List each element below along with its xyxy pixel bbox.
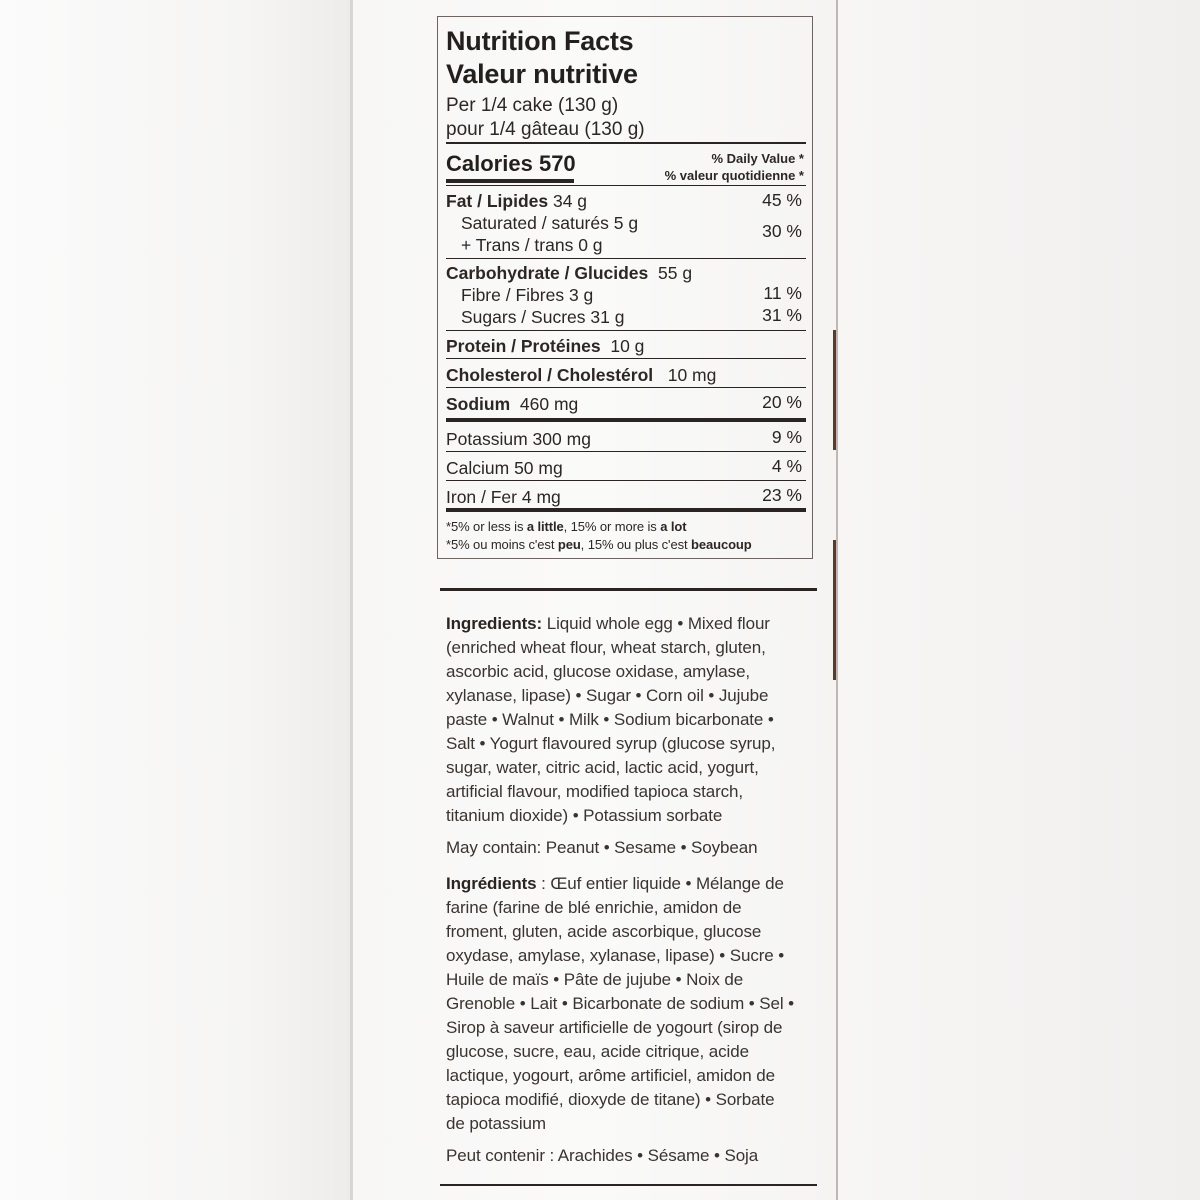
iron-row: Iron / Fer 4 mg bbox=[446, 487, 561, 507]
ingredients-en-line: Salt • Yogurt flavoured syrup (glucose syrup, bbox=[446, 734, 776, 753]
sodium-row bbox=[446, 394, 578, 415]
trans-row: + Trans / trans 0 g bbox=[461, 235, 603, 255]
carbohydrate-label: Carbohydrate / Glucides bbox=[446, 263, 649, 283]
protein-label: Protein / Protéines bbox=[446, 336, 601, 356]
calories-value: 570 bbox=[538, 151, 576, 176]
calories-row bbox=[446, 151, 576, 177]
ingredients-fr-line: froment, gluten, acide ascorbique, glucose bbox=[446, 922, 762, 941]
ingredients-fr-line: tapioca modifié, dioxyde de titane) • Sorbate bbox=[446, 1090, 775, 1109]
ingredients-en-line: (enriched wheat flour, wheat starch, gluten, bbox=[446, 638, 766, 657]
ingredients-fr-text: : Œuf entier liquide • Mélange de bbox=[536, 874, 784, 893]
divider bbox=[446, 480, 806, 481]
saturated-row: Saturated / saturés 5 g bbox=[461, 213, 639, 233]
ingredients-en-line: ascorbic acid, glucose oxidase, amylase, bbox=[446, 662, 751, 681]
carbohydrate-row bbox=[446, 263, 692, 284]
divider bbox=[446, 387, 806, 388]
ingredients-en bbox=[446, 612, 816, 860]
nutrition-title-en: Nutrition Facts bbox=[446, 26, 634, 56]
footnote-fr bbox=[446, 537, 752, 552]
protein-amount: 10 g bbox=[610, 336, 645, 356]
nutrition-facts-table bbox=[437, 16, 813, 559]
ingredients-fr-line: Sirop à saveur artificielle de yogourt (sirop de bbox=[446, 1018, 783, 1037]
ingredients-fr-line: lactique, yogourt, arôme artificiel, amidon de bbox=[446, 1066, 775, 1085]
nutrition-title-fr: Valeur nutritive bbox=[446, 59, 638, 89]
ingredients-fr-line: glucose, sucre, eau, acide citrique, acide bbox=[446, 1042, 749, 1061]
ingredients-en-line: sugar, water, citric acid, lactic acid, yogurt, bbox=[446, 758, 759, 777]
ingredients-en-line: artificial flavour, modified tapioca starch, bbox=[446, 782, 744, 801]
ingredients-en-line: titanium dioxide) • Potassium sorbate bbox=[446, 806, 723, 825]
thick-divider bbox=[446, 418, 806, 422]
divider bbox=[446, 142, 806, 144]
divider bbox=[446, 185, 806, 186]
ingredients-en-line: xylanase, lipase) • Sugar • Corn oil • Jujube bbox=[446, 686, 769, 705]
section-divider bbox=[440, 588, 817, 591]
calcium-row: Calcium 50 mg bbox=[446, 458, 563, 478]
cholesterol-label: Cholesterol / Cholestérol bbox=[446, 365, 654, 385]
iron-dv: 23 % bbox=[762, 485, 802, 505]
fibre-dv: 11 % bbox=[763, 283, 802, 303]
fat-amount: 34 g bbox=[552, 191, 588, 211]
divider bbox=[446, 358, 806, 359]
ingredients-en-line bbox=[446, 612, 816, 636]
fibre-row: Fibre / Fibres 3 g bbox=[461, 285, 594, 305]
sodium-label: Sodium bbox=[446, 394, 511, 414]
potassium-row: Potassium 300 mg bbox=[446, 429, 591, 449]
sugars-row: Sugars / Sucres 31 g bbox=[461, 307, 625, 327]
footnote-fr-peu: peu bbox=[557, 537, 581, 552]
ingredients-en-heading: Ingredients: bbox=[446, 614, 543, 633]
sodium-dv: 20 % bbox=[762, 392, 802, 412]
ingredients-fr-line: Huile de maïs • Pâte de jujube • Noix de bbox=[446, 970, 744, 989]
footnote-fr-text: , 15% ou plus c'est bbox=[580, 537, 691, 552]
protein-row bbox=[446, 336, 644, 357]
package-left-face bbox=[0, 0, 350, 1200]
footnote-en bbox=[446, 519, 686, 534]
footnote-en-little: a little bbox=[526, 519, 564, 534]
divider bbox=[446, 258, 806, 259]
footnote-en-text: , 15% or more is bbox=[563, 519, 661, 534]
package-right-face bbox=[838, 0, 1200, 1200]
footnote-fr-text: *5% ou moins c'est bbox=[446, 537, 558, 552]
serving-size-en: Per 1/4 cake (130 g) bbox=[446, 95, 619, 116]
potassium-dv: 9 % bbox=[771, 427, 802, 447]
footnote-fr-beaucoup: beaucoup bbox=[691, 537, 752, 552]
thick-divider bbox=[446, 508, 806, 512]
sat-trans-dv: 30 % bbox=[762, 221, 802, 241]
ingredients-fr-line bbox=[446, 872, 816, 896]
ingredients-fr-heading: Ingrédients bbox=[446, 874, 537, 893]
ingredients-fr-line: Grenoble • Lait • Bicarbonate de sodium • Sel • bbox=[446, 994, 794, 1013]
serving-size-fr: pour 1/4 gâteau (130 g) bbox=[446, 119, 645, 140]
ingredients-fr bbox=[446, 872, 816, 1168]
sugars-dv: 31 % bbox=[762, 305, 802, 325]
section-divider bbox=[440, 1184, 817, 1186]
footnote-en-text: *5% or less is bbox=[446, 519, 527, 534]
ingredients-fr-line: farine (farine de blé enrichie, amidon de bbox=[446, 898, 742, 917]
may-contain-fr: Peut contenir : Arachides • Sésame • Soja bbox=[446, 1146, 759, 1165]
fat-label: Fat / Lipides bbox=[446, 191, 549, 211]
ingredients-en-line: paste • Walnut • Milk • Sodium bicarbonate • bbox=[446, 710, 774, 729]
fat-dv: 45 % bbox=[762, 190, 802, 210]
ingredients-fr-line: de potassium bbox=[446, 1114, 546, 1133]
sodium-amount: 460 mg bbox=[519, 394, 579, 414]
divider bbox=[446, 330, 806, 331]
ingredients-en-text: Liquid whole egg • Mixed flour bbox=[542, 614, 770, 633]
carbohydrate-amount: 55 g bbox=[658, 263, 693, 283]
cholesterol-row bbox=[446, 365, 716, 386]
may-contain-en: May contain: Peanut • Sesame • Soybean bbox=[446, 838, 758, 857]
daily-value-header-en: % Daily Value * bbox=[711, 151, 804, 166]
daily-value-header bbox=[665, 150, 804, 184]
divider bbox=[446, 451, 806, 452]
ingredients-fr-line: oxydase, amylase, xylanase, lipase) • Sucre • bbox=[446, 946, 785, 965]
calories-underline bbox=[446, 179, 574, 183]
footnote-en-lot: a lot bbox=[660, 519, 687, 534]
cholesterol-amount: 10 mg bbox=[667, 365, 717, 385]
daily-value-header-fr: % valeur quotidienne * bbox=[664, 168, 804, 183]
fat-row bbox=[446, 191, 587, 212]
calories-label: Calories bbox=[446, 151, 533, 176]
calcium-dv: 4 % bbox=[771, 456, 802, 476]
